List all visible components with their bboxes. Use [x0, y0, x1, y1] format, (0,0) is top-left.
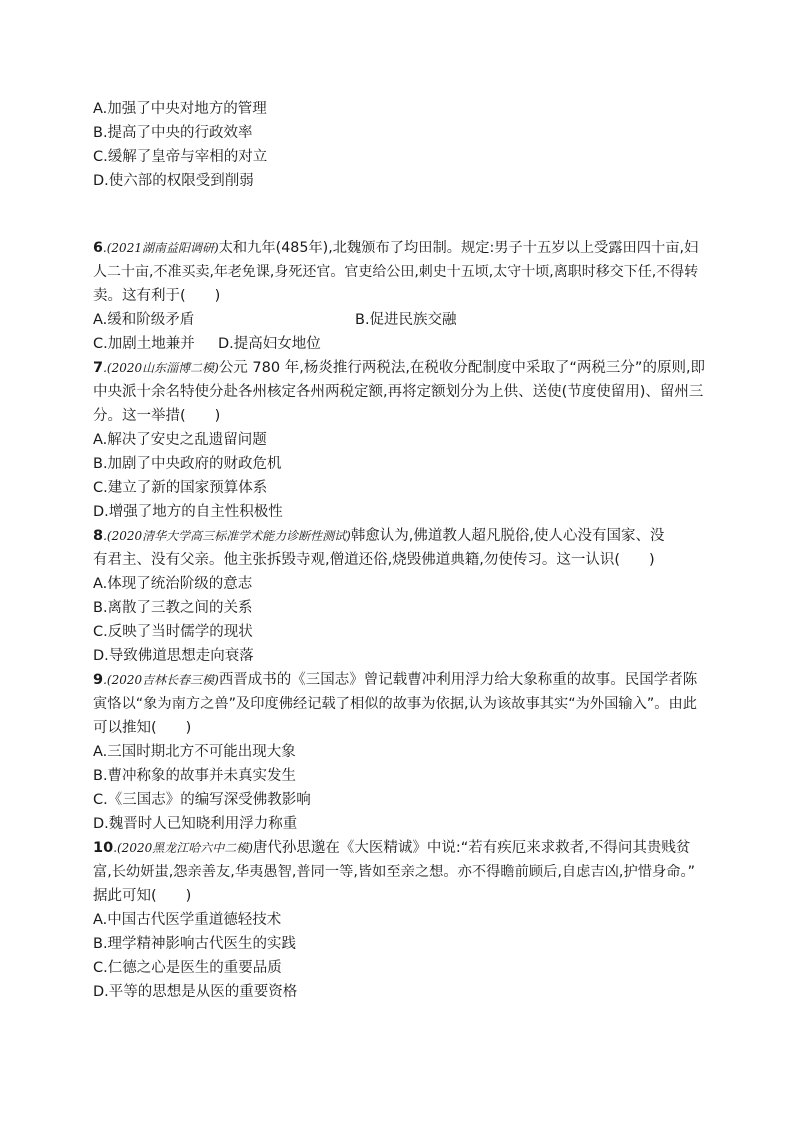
q6-stem-line-2: 人二十亩,不准买卖,年老免课,身死还官。官吏给公田,刺史十五顷,太守十顷,离职时移交下任,不得转: [93, 264, 699, 280]
q8-stem-text-1: 韩愈认为,佛道教人超凡脱俗,使人心没有国家、没: [350, 528, 665, 544]
q6-options-row-2: [93, 332, 703, 356]
q6-options-row-1: [93, 308, 703, 332]
q9-number: 9: [93, 672, 104, 688]
q10-option-d: D.平等的思想是从医的重要资格: [93, 984, 298, 1000]
q7-option-c: C.建立了新的国家预算体系: [93, 480, 268, 496]
q7-option-d: D.增强了地方的自主性积极性: [93, 504, 283, 520]
q9-stem-line-2: 寅恪以“象为南方之兽”及印度佛经记载了相似的故事为依据,认为该故事其实“为外国输入”。由此: [93, 696, 698, 712]
q5-option-a: A.加强了中央对地方的管理: [93, 101, 267, 117]
q10-stem-text-1: 唐代孙思邈在《大医精诚》中说:“若有疾厄来求救者,不得问其贵贱贫: [252, 840, 691, 856]
q6-option-b: B.促进民族交融: [355, 312, 457, 328]
q9-option-d: D.魏晋时人已知晓利用浮力称重: [93, 816, 298, 832]
q10-number: 10: [93, 840, 114, 856]
q9-source: .(2020吉林长春三模): [103, 673, 219, 687]
q9-stem-line-1: [93, 668, 703, 692]
q10-option-c: C.仁德之心是医生的重要品质: [93, 960, 282, 976]
q8-option-d: D.导致佛道思想走向衰落: [93, 648, 254, 664]
q8-stem-line-2: 有君主、没有父亲。他主张拆毁寺观,僧道还俗,烧毁佛道典籍,勿使传习。这一认识( ): [93, 552, 655, 568]
q5-option-b: B.提高了中央的行政效率: [93, 125, 253, 141]
q10-option-a: A.中国古代医学重道德轻技术: [93, 912, 282, 928]
q6-option-c: C.加剧土地兼并: [93, 336, 195, 352]
q8-option-c: C.反映了当时儒学的现状: [93, 624, 253, 640]
q9-stem-text-1: 西晋成书的《三国志》曾记载曹冲利用浮力给大象称重的故事。民国学者陈: [218, 672, 698, 688]
q8-option-b: B.离散了三教之间的关系: [93, 600, 253, 616]
q8-option-a: A.体现了统治阶级的意志: [93, 576, 253, 592]
q8-source: .(2020清华大学高三标准学术能力诊断性测试): [103, 529, 351, 543]
q6-stem-text-1: 太和九年(485年),北魏颁布了均田制。规定:男子十五岁以上受露田四十亩,妇: [218, 240, 699, 256]
q6-option-a: A.缓和阶级矛盾: [93, 312, 195, 328]
q8-number: 8: [93, 528, 104, 544]
q7-stem-line-1: [93, 356, 706, 380]
q7-stem-line-3: 分。这一举措( ): [93, 408, 221, 424]
q6-source: .(2021湖南益阳调研): [102, 241, 219, 255]
q7-stem-text-1: 公元 780 年,杨炎推行两税法,在税收分配制度中采取了“两税三分”的原则,即: [218, 360, 706, 376]
q5-option-d: D.使六部的权限受到削弱: [93, 173, 254, 189]
q7-option-b: B.加剧了中央政府的财政危机: [93, 456, 282, 472]
q6-option-d: D.提高妇女地位: [218, 336, 321, 352]
q9-option-c: C.《三国志》的编写深受佛教影响: [93, 792, 311, 808]
q9-option-a: A.三国时期北方不可能出现大象: [93, 744, 296, 760]
q7-option-a: A.解决了安史之乱遗留问题: [93, 432, 267, 448]
q7-number: 7: [93, 360, 104, 376]
q10-stem-line-2: 富,长幼妍蚩,怨亲善友,华夷愚智,普同一等,皆如至亲之想。亦不得瞻前顾后,自虑吉凶,护惜身命。”: [93, 864, 695, 880]
q10-source: .(2020黑龙江哈六中二模): [113, 841, 253, 855]
q7-source: .(2020山东淄博二模): [103, 361, 219, 375]
q9-option-b: B.曹冲称象的故事并未真实发生: [93, 768, 297, 784]
q5-option-c: C.缓解了皇帝与宰相的对立: [93, 149, 268, 165]
q8-stem-line-1: [93, 524, 703, 548]
q6-stem-line-3: 卖。这有利于( ): [93, 288, 221, 304]
q7-stem-line-2: 中央派十余名特使分赴各州核定各州两税定额,再将定额划分为上供、送使(节度使留用)、留州三: [93, 384, 704, 400]
q9-stem-line-3: 可以推知( ): [93, 720, 192, 736]
q6-stem-line-1: [93, 236, 703, 260]
q10-stem-line-1: [93, 836, 703, 860]
q10-option-b: B.理学精神影响古代医生的实践: [93, 936, 297, 952]
q10-stem-line-3: 据此可知( ): [93, 888, 192, 904]
q6-number: 6: [93, 240, 103, 256]
